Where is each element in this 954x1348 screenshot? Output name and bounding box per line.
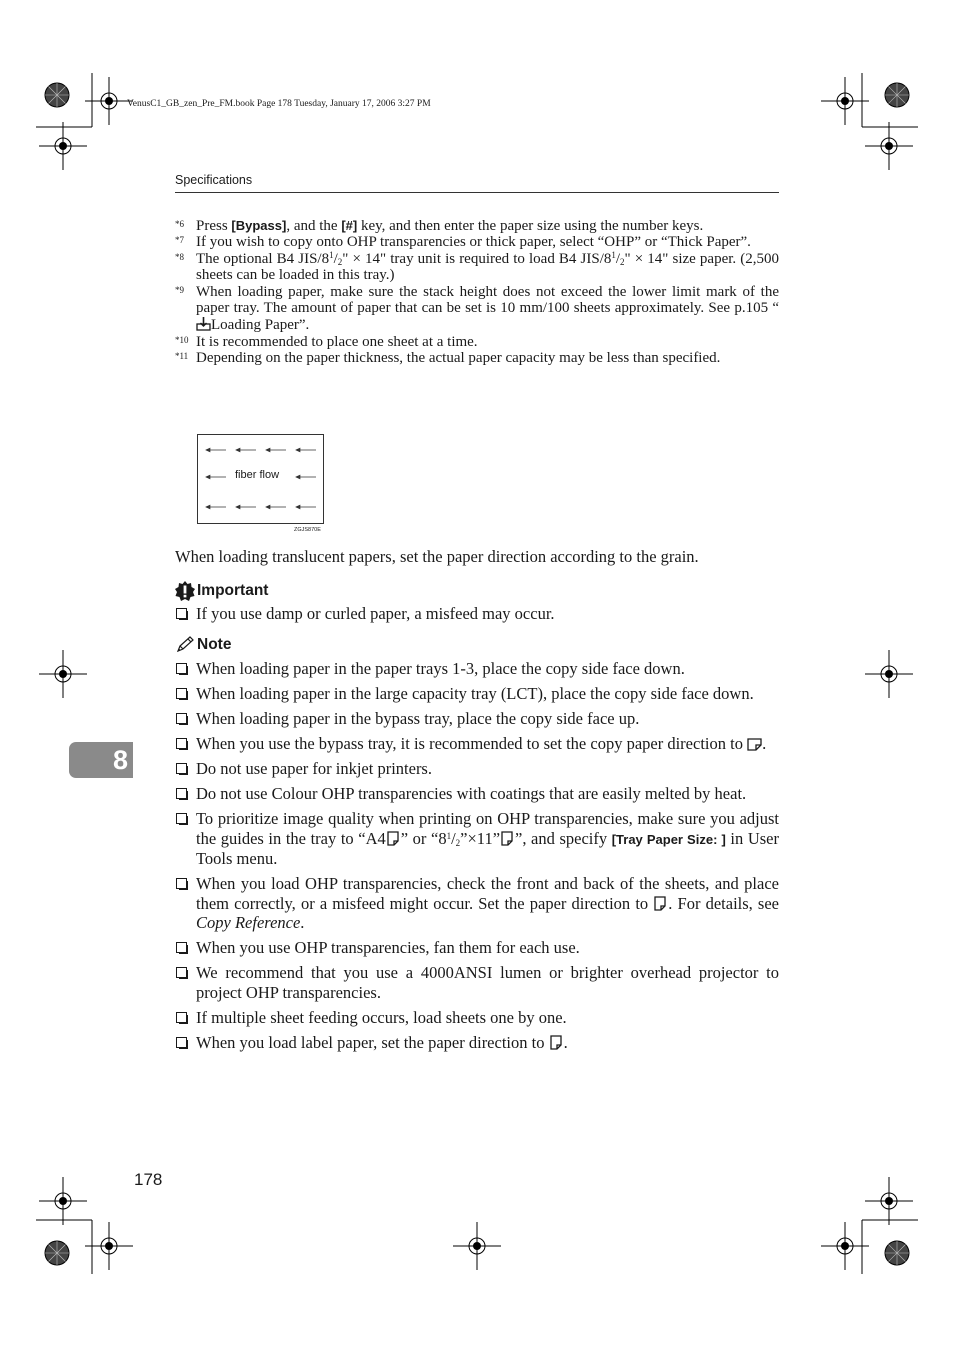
- loading-paper-icon: [196, 316, 211, 331]
- hash-key-label: [#]: [341, 218, 358, 233]
- paper-portrait-icon: [386, 831, 401, 846]
- note-item: When loading paper in the paper trays 1-3, place the copy side face down.: [175, 659, 779, 679]
- figure-code: ZGJS870E: [294, 527, 321, 533]
- paper-portrait-icon: [653, 896, 668, 911]
- footnote-marker: *10: [175, 334, 189, 345]
- page-number: 178: [134, 1170, 163, 1189]
- important-heading: [175, 581, 268, 601]
- tray-paper-size-key-label: [Tray Paper Size: ]: [611, 831, 726, 847]
- important-icon: [175, 581, 195, 601]
- footnote: *9 When loading paper, make sure the stack height does not exceed the lower limit mark of the paper tray. The amount of paper that can be set is 10 mm/100 sheets approximately. See p.105 “Loading Paper”.: [175, 283, 779, 334]
- note-item: To prioritize image quality when printing on OHP transparencies, make sure you adjust the guides in the tray to “A4 ” or “$8^1/_2”\times 11$” ”, and specify [Tray Paper Size: ] in User Tools menu.: [175, 809, 779, 869]
- footnote: *10 It is recommended to place one sheet at a time.: [175, 333, 478, 350]
- footnote: *6 Press [Bypass], and the [#] key, and then enter the paper size using the number keys.: [175, 218, 704, 234]
- note-item: When loading paper in the bypass tray, place the copy side face up.: [175, 709, 779, 729]
- note-item: If multiple sheet feeding occurs, load sheets one by one.: [175, 1008, 779, 1028]
- copy-reference-title: Copy Reference: [196, 913, 301, 932]
- footnote-list: [175, 218, 779, 367]
- paper-landscape-icon: [747, 736, 762, 751]
- paper-portrait-icon: [500, 831, 515, 846]
- note-item: When you load OHP transparencies, check the front and back of the sheets, and place them correctly, or a misfeed might occur. Set the paper direction to . For details, see Copy Reference.: [175, 874, 779, 933]
- pencil-icon: [175, 636, 195, 654]
- note-item: When you use OHP transparencies, fan them for each use.: [175, 938, 779, 958]
- checkbox-bullet-icon: [176, 738, 187, 749]
- note-item: We recommend that you use a 4000ANSI lumen or brighter overhead projector to project OHP transparencies.: [175, 963, 779, 1002]
- note-heading: [175, 636, 231, 654]
- checkbox-bullet-icon: [176, 713, 187, 724]
- footnote-marker: *9: [175, 284, 184, 295]
- footnote-marker: *7: [175, 235, 184, 246]
- footnote: *11 Depending on the paper thickness, the actual paper capacity may be less than specified.: [175, 350, 721, 367]
- note-list: [175, 659, 779, 1058]
- running-head: Specifications: [175, 173, 779, 193]
- note-item: When you load label paper, set the paper direction to .: [175, 1033, 779, 1053]
- print-info: VenusC1_GB_zen_Pre_FM.book Page 178 Tuesday, January 17, 2006 3:27 PM: [127, 99, 431, 109]
- checkbox-bullet-icon: [176, 763, 187, 774]
- note-item: Do not use paper for inkjet printers.: [175, 759, 779, 779]
- intro-paragraph: When loading translucent papers, set the paper direction according to the grain.: [175, 547, 699, 566]
- bypass-key-label: [Bypass]: [231, 218, 287, 233]
- footnote: *8 The optional B4 JIS/$8^1/_2$" × 14" tray unit is required to load B4 JIS/$8^1/_2$" × 14" size paper. (2,500 sheets can be loaded in this tray.): [175, 249, 780, 284]
- paper-portrait-icon: [549, 1035, 564, 1050]
- checkbox-bullet-icon: [176, 1012, 187, 1023]
- checkbox-bullet-icon: [176, 608, 187, 619]
- checkbox-bullet-icon: [176, 813, 187, 824]
- checkbox-bullet-icon: [176, 942, 187, 953]
- footnote: *7 If you wish to copy onto OHP transparencies or thick paper, select “OHP” or “Thick Paper”.: [175, 234, 751, 251]
- fiber-flow-figure: [197, 434, 324, 524]
- checkbox-bullet-icon: [176, 878, 187, 889]
- note-item: When loading paper in the large capacity tray (LCT), place the copy side face down.: [175, 684, 779, 704]
- checkbox-bullet-icon: [176, 1037, 187, 1048]
- note-heading-text: Note: [197, 636, 232, 653]
- footnote-marker: *11: [175, 351, 189, 362]
- footnote-marker: *6: [175, 219, 184, 229]
- important-item: If you use damp or curled paper, a misfeed may occur.: [175, 604, 779, 624]
- important-heading-text: Important: [197, 582, 269, 599]
- checkbox-bullet-icon: [176, 788, 187, 799]
- important-list: [175, 604, 779, 624]
- checkbox-bullet-icon: [176, 663, 187, 674]
- chapter-tab: 8: [69, 742, 133, 778]
- footnote-marker: *8: [175, 251, 184, 262]
- checkbox-bullet-icon: [176, 688, 187, 699]
- checkbox-bullet-icon: [176, 967, 187, 978]
- fiber-flow-label: fiber flow: [235, 469, 280, 481]
- note-item: Do not use Colour OHP transparencies with coatings that are easily melted by heat.: [175, 784, 779, 804]
- note-item: When you use the bypass tray, it is recommended to set the copy paper direction to .: [175, 734, 779, 754]
